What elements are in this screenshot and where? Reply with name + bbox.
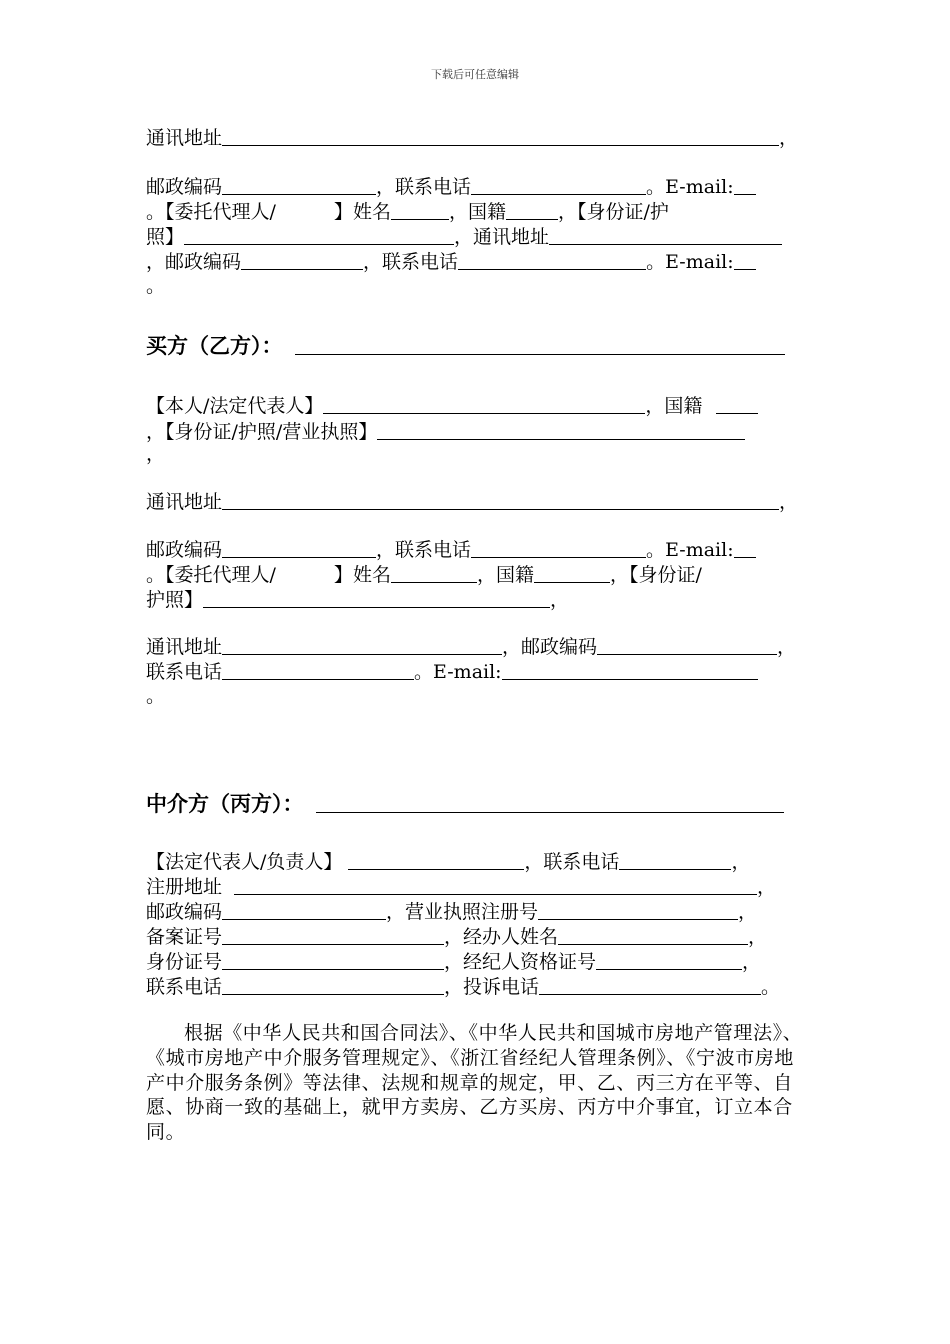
period: 。 xyxy=(646,176,666,198)
seller-phone-field[interactable] xyxy=(471,175,646,195)
period: 。 xyxy=(146,685,166,707)
period: 。 xyxy=(146,275,166,297)
seller-agent-address-label: 通讯地址 xyxy=(473,226,550,248)
buyer-agent-line xyxy=(146,563,702,585)
agency-license-field[interactable] xyxy=(538,900,738,920)
comma: ， xyxy=(476,564,496,586)
agency-filing-label: 备案证号 xyxy=(146,926,223,948)
buyer-agent-id-label: 【身份证/ xyxy=(629,564,702,586)
comma: ， xyxy=(444,976,464,998)
seller-phone-label: 联系电话 xyxy=(395,176,472,198)
agency-rep-line xyxy=(146,850,750,872)
agency-heading: 中介方（丙方）： xyxy=(146,791,304,816)
agency-broker-cert-field[interactable] xyxy=(596,950,742,970)
buyer-id-line xyxy=(146,420,745,442)
agency-postal-label: 邮政编码 xyxy=(146,901,223,923)
period: 。 xyxy=(146,564,166,586)
buyer-agent-email-label: E-mail: xyxy=(433,661,502,683)
period: 。 xyxy=(761,976,781,998)
comma: ， xyxy=(502,636,522,658)
agency-filing-field[interactable] xyxy=(222,925,444,945)
buyer-phone-field[interactable] xyxy=(471,538,646,558)
buyer-agent-id-line xyxy=(146,588,569,610)
buyer-end-line xyxy=(146,685,165,707)
seller-agent-id-label-cont: 照】 xyxy=(146,226,185,248)
agency-phone-label: 联系电话 xyxy=(543,851,620,873)
buyer-email-field[interactable] xyxy=(734,538,756,558)
seller-agent-name-label: 姓名 xyxy=(352,201,391,223)
comma: ， xyxy=(146,443,166,465)
comma: ， xyxy=(376,539,396,561)
agency-reg-address-field[interactable] xyxy=(234,875,757,895)
comma: ， xyxy=(757,876,777,898)
agency-contact-line xyxy=(146,975,780,997)
agency-name-field[interactable] xyxy=(316,791,784,813)
buyer-agent-address-field[interactable] xyxy=(222,635,502,655)
agency-postal-field[interactable] xyxy=(222,900,386,920)
bracket-close: 】 xyxy=(333,201,353,223)
seller-agent-email-label: E-mail: xyxy=(665,251,734,273)
agency-reg-address-label: 注册地址 xyxy=(146,876,223,898)
buyer-id-field[interactable] xyxy=(377,420,745,440)
comma: ， xyxy=(550,589,570,611)
seller-agent-phone-field[interactable] xyxy=(458,250,646,270)
buyer-nationality-field[interactable] xyxy=(716,394,758,414)
seller-agent-phone-label: 联系电话 xyxy=(382,251,459,273)
seller-end-line xyxy=(146,275,165,297)
bracket-close: 】 xyxy=(333,564,353,586)
agency-id-field[interactable] xyxy=(222,950,444,970)
buyer-rep-field[interactable] xyxy=(323,394,645,414)
seller-agent-id-line xyxy=(146,225,782,247)
period: 。 xyxy=(146,201,166,223)
seller-address-line xyxy=(146,126,798,148)
seller-address-label: 通讯地址 xyxy=(146,127,223,149)
buyer-agent-nationality-label: 国籍 xyxy=(495,564,534,586)
comma: ， xyxy=(146,421,166,443)
agency-id-line xyxy=(146,950,761,972)
buyer-id-label: 【身份证/护照/营业执照】 xyxy=(165,421,378,443)
seller-agent-id-label: 【身份证/护 xyxy=(577,201,669,223)
buyer-agent-nationality-field[interactable] xyxy=(534,563,610,583)
period: 。 xyxy=(414,661,434,683)
buyer-agent-name-label: 姓名 xyxy=(352,564,391,586)
buyer-agent-phone-field[interactable] xyxy=(222,660,414,680)
agency-heading-line xyxy=(146,791,784,815)
agency-complaint-field[interactable] xyxy=(539,975,761,995)
buyer-agent-name-field[interactable] xyxy=(391,563,477,583)
comma: ， xyxy=(376,176,396,198)
seller-postal-field[interactable] xyxy=(222,175,376,195)
buyer-address-field[interactable] xyxy=(222,490,779,510)
buyer-postal-label: 邮政编码 xyxy=(146,539,223,561)
seller-address-field[interactable] xyxy=(222,126,779,146)
buyer-agent-phone-label: 联系电话 xyxy=(146,661,223,683)
comma: ， xyxy=(448,201,468,223)
buyer-agent-address-label: 通讯地址 xyxy=(146,636,223,658)
agency-postal-line xyxy=(146,900,757,922)
buyer-agent-phone-line xyxy=(146,660,758,682)
seller-agent-postal-label: 邮政编码 xyxy=(165,251,242,273)
seller-agent-postal-field[interactable] xyxy=(241,250,363,270)
contract-basis-paragraph: 根据《中华人民共和国合同法》、《中华人民共和国城市房地产管理法》、《城市房地产中介服务管理规定》、《浙江省经纪人管理条例》、《宁波市房地产中介服务条例》等法律、法规和规章的规定，甲、乙、丙三方在平等、自愿、协商一致的基础上，就甲方卖房、乙方买房、丙方中介事宜，订立本合同。 xyxy=(146,1022,803,1144)
buyer-heading-line xyxy=(146,333,785,357)
comma: ， xyxy=(779,491,799,513)
seller-agent-address-field[interactable] xyxy=(549,225,782,245)
seller-agent-label: 【委托代理人/ xyxy=(165,201,276,223)
comma: ， xyxy=(777,636,797,658)
seller-email-label: E-mail: xyxy=(665,176,734,198)
comma: ， xyxy=(454,226,474,248)
buyer-agent-postal-label: 邮政编码 xyxy=(521,636,598,658)
comma: ， xyxy=(557,201,577,223)
seller-agent-nationality-field[interactable] xyxy=(506,200,558,220)
seller-agent-line xyxy=(146,200,669,222)
comma: ， xyxy=(444,926,464,948)
agency-license-label: 营业执照注册号 xyxy=(405,901,539,923)
agency-filing-line xyxy=(146,925,767,947)
buyer-name-field[interactable] xyxy=(295,333,785,355)
buyer-phone-label: 联系电话 xyxy=(395,539,472,561)
agency-id-label: 身份证号 xyxy=(146,951,223,973)
comma: ， xyxy=(738,901,758,923)
buyer-agent-id-label-cont: 护照】 xyxy=(146,589,204,611)
buyer-rep-line xyxy=(146,394,758,416)
buyer-postal-line xyxy=(146,538,756,560)
comma: ， xyxy=(609,564,629,586)
seller-agent-nationality-label: 国籍 xyxy=(467,201,506,223)
agency-contact-phone-label: 联系电话 xyxy=(146,976,223,998)
agency-reg-address-line xyxy=(146,875,776,897)
comma: ， xyxy=(779,127,799,149)
buyer-postal-field[interactable] xyxy=(222,538,376,558)
buyer-nationality-label: 国籍 xyxy=(664,395,703,417)
agency-contact-phone-field[interactable] xyxy=(222,975,444,995)
comma: ， xyxy=(742,951,762,973)
agency-phone-field[interactable] xyxy=(619,850,731,870)
buyer-rep-label: 【本人/法定代表人】 xyxy=(146,395,324,417)
period: 。 xyxy=(646,539,666,561)
period: 。 xyxy=(646,251,666,273)
buyer-agent-id-field[interactable] xyxy=(203,588,550,608)
agency-handler-field[interactable] xyxy=(558,925,748,945)
buyer-address-label: 通讯地址 xyxy=(146,491,223,513)
comma: ， xyxy=(524,851,544,873)
seller-postal-label: 邮政编码 xyxy=(146,176,223,198)
buyer-agent-address-line xyxy=(146,635,796,657)
buyer-address-line xyxy=(146,490,798,512)
seller-email-field[interactable] xyxy=(734,175,756,195)
comma: ， xyxy=(363,251,383,273)
seller-postal-line xyxy=(146,175,756,197)
buyer-agent-postal-field[interactable] xyxy=(597,635,777,655)
seller-agent-id-field[interactable] xyxy=(184,225,454,245)
agency-handler-label: 经办人姓名 xyxy=(463,926,559,948)
buyer-agent-email-field[interactable] xyxy=(502,660,758,680)
comma: ， xyxy=(645,395,665,417)
comma: ， xyxy=(748,926,768,948)
buyer-id-end-line xyxy=(146,443,165,465)
seller-agent-name-field[interactable] xyxy=(391,200,449,220)
agency-broker-cert-label: 经纪人资格证号 xyxy=(463,951,597,973)
comma: ， xyxy=(731,851,751,873)
buyer-email-label: E-mail: xyxy=(665,539,734,561)
page-header-note: 下载后可任意编辑 xyxy=(431,68,519,81)
comma: ， xyxy=(146,251,166,273)
buyer-heading: 买方（乙方）： xyxy=(146,333,283,358)
comma: ， xyxy=(386,901,406,923)
seller-agent-email-field[interactable] xyxy=(734,250,756,270)
agency-rep-label: 【法定代表人/负责人】 xyxy=(146,851,343,873)
comma: ， xyxy=(444,951,464,973)
agency-complaint-label: 投诉电话 xyxy=(463,976,540,998)
agency-rep-field[interactable] xyxy=(348,850,524,870)
seller-agent-postal-line xyxy=(146,250,756,272)
buyer-agent-label: 【委托代理人/ xyxy=(165,564,276,586)
